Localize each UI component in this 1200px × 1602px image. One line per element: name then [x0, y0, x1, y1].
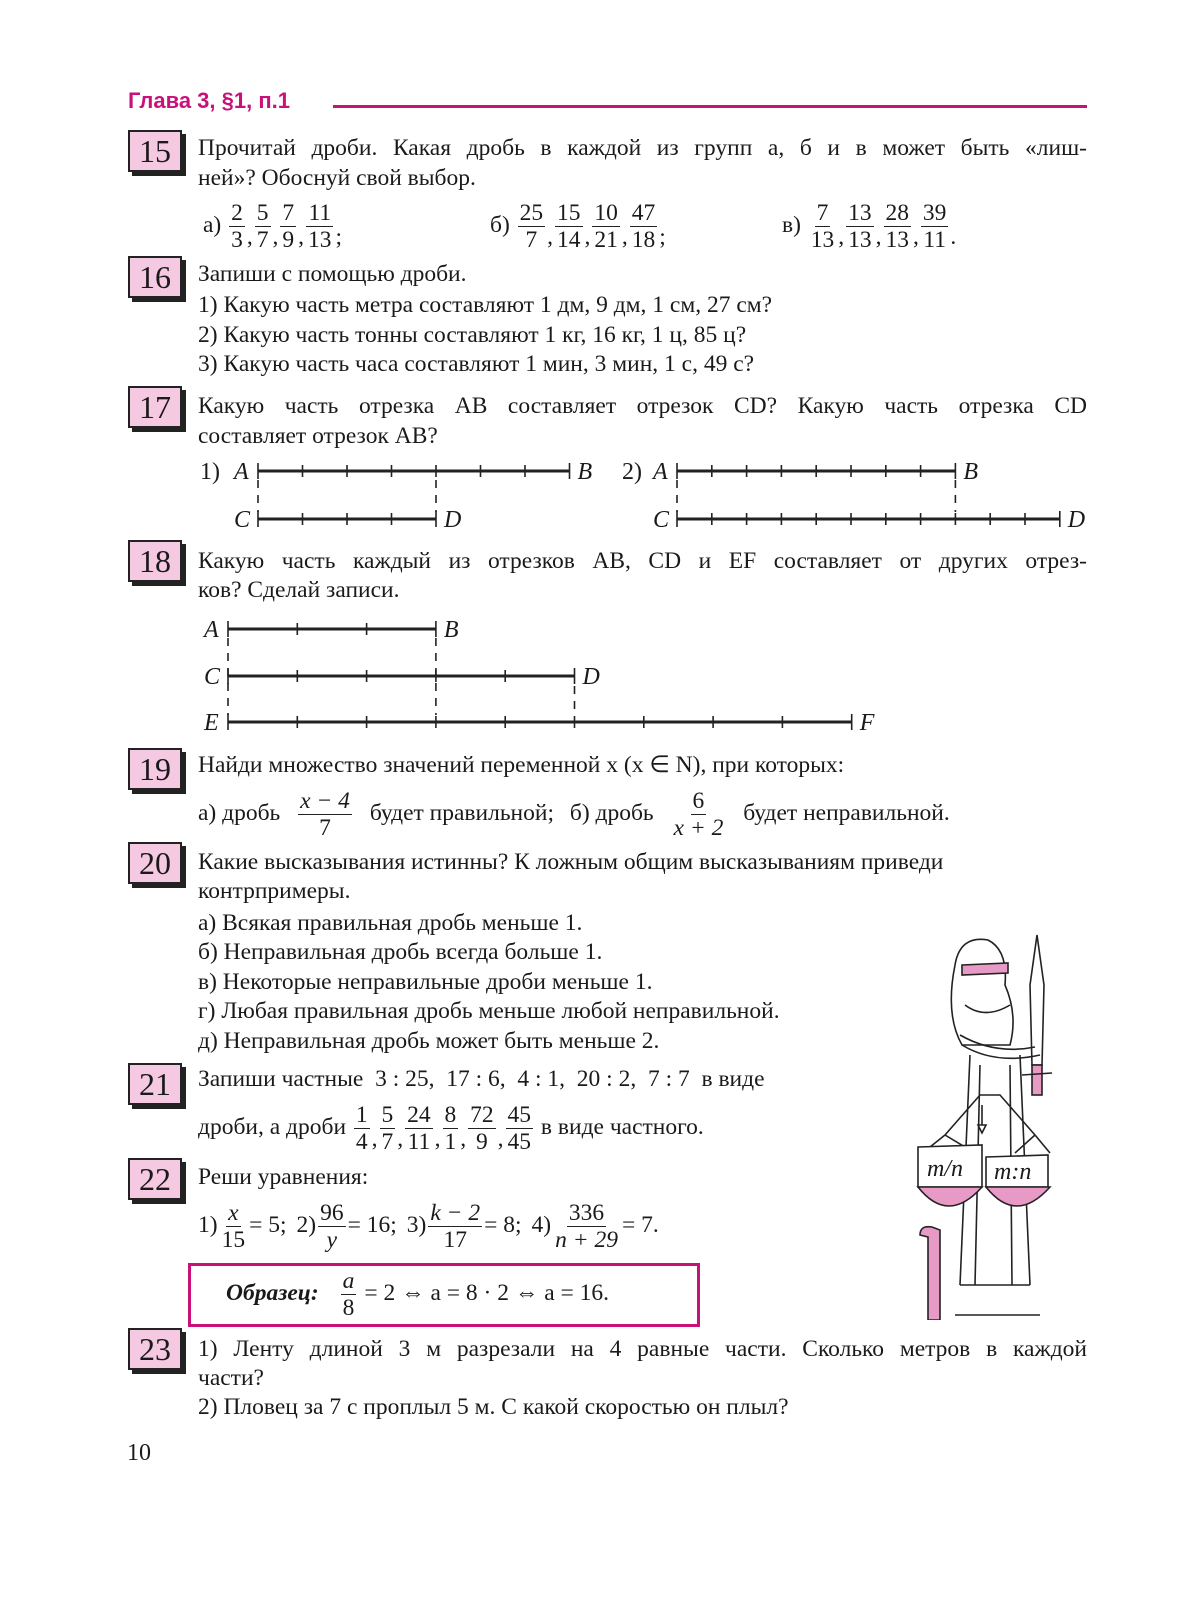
group-label: в): [782, 211, 807, 238]
segment-point-label: B: [443, 617, 459, 643]
exercise-text: Какую часть отрезка AB составляет отрезок CD? Какую часть отрезка CD: [198, 393, 1087, 419]
segment-point-label: D: [1067, 507, 1086, 533]
part-b-prefix: б) дробь: [569, 799, 654, 826]
segment-point-label: D: [582, 664, 600, 690]
fraction: [672, 788, 726, 841]
denominator: 3: [231, 227, 243, 253]
numerator: 5: [381, 1102, 394, 1128]
denominator: 1: [444, 1129, 457, 1155]
group-label: б): [490, 211, 516, 238]
exercise-text: 1) Какую часть метра составляют 1 дм, 9 дм, 1 см, 27 см?: [198, 292, 773, 318]
equation-rhs: = 8;: [484, 1211, 522, 1238]
denominator: 9: [282, 227, 295, 253]
equation-label: 2): [296, 1211, 317, 1238]
exercise-number: 19: [128, 748, 182, 790]
segment-point-label: A: [653, 459, 668, 485]
denominator: y: [326, 1227, 338, 1253]
exercise-text: составляет отрезок AB?: [198, 423, 438, 449]
fraction: [405, 1102, 433, 1155]
denominator: 18: [631, 227, 656, 253]
fraction-list: [352, 1102, 535, 1155]
denominator: 9: [476, 1129, 488, 1155]
separator: ,: [547, 223, 554, 250]
numerator: 24: [407, 1102, 431, 1128]
fraction: [428, 1200, 482, 1253]
denominator: 8: [342, 1295, 355, 1321]
exercise-text: Какую часть каждый из отрезков AB, CD и EF составляет от других отрез-: [198, 548, 1087, 574]
denominator: 13: [885, 227, 910, 253]
numerator: x: [228, 1200, 239, 1226]
diagram-label: 2): [622, 459, 642, 485]
exercise-number: 16: [128, 256, 182, 298]
denominator: x + 2: [673, 815, 724, 841]
right-scale-pan: [986, 1187, 1050, 1206]
fraction: [220, 1200, 248, 1253]
segment-point-label: A: [234, 459, 249, 485]
exercise-text-line2: [198, 1102, 704, 1155]
separator: .: [950, 223, 957, 250]
denominator: 45: [507, 1129, 532, 1155]
group-label: а): [203, 211, 228, 238]
separator: ,: [434, 1125, 441, 1152]
fraction: [298, 788, 352, 841]
numerator: 6: [692, 788, 705, 814]
fraction: [468, 1102, 496, 1155]
exercise-number: 18: [128, 540, 182, 582]
separator: ;: [335, 223, 343, 250]
fraction: [553, 1200, 620, 1253]
segment-point-label: B: [577, 459, 593, 485]
denominator: 11: [407, 1129, 431, 1155]
numerator: 2: [231, 200, 243, 226]
exercise-text: контрпримеры.: [198, 878, 351, 904]
numerator: 25: [519, 200, 544, 226]
denominator: 17: [443, 1227, 467, 1253]
exercise-number: 15: [128, 130, 182, 172]
numerator: 72: [470, 1102, 494, 1128]
equation-label: 1): [198, 1211, 218, 1238]
separator: ;: [659, 223, 666, 250]
part-b-suffix: будет неправильной.: [743, 799, 950, 826]
segment-point-label: C: [204, 664, 221, 690]
left-pan-label: m/n: [927, 1156, 963, 1182]
exercise-text: 2) Пловец за 7 с проплыл 5 м. С какой скоростью он плыл?: [198, 1394, 789, 1420]
numerator: 1: [355, 1102, 368, 1128]
statement-b: б) Неправильная дробь всегда больше 1.: [198, 939, 603, 965]
separator: ,: [913, 223, 919, 250]
equation-label: 3): [406, 1211, 427, 1238]
segment-point-label: D: [444, 507, 462, 533]
segment-point-label: C: [234, 507, 251, 533]
equation: [198, 1200, 287, 1253]
separator: ,: [298, 223, 305, 250]
denominator: n + 29: [555, 1227, 618, 1253]
numerator: a: [342, 1268, 355, 1294]
separator: ,: [371, 1125, 378, 1152]
separator: ,: [875, 223, 882, 250]
separator: ,: [397, 1125, 404, 1152]
numerator: x − 4: [300, 788, 350, 814]
numerator: 10: [594, 200, 618, 226]
equation: [531, 1200, 659, 1253]
denominator: 21: [594, 227, 618, 253]
segment-point-label: A: [204, 617, 219, 643]
denominator: 7: [381, 1129, 394, 1155]
denominator: 7: [256, 227, 269, 253]
exercise-text: 1) Ленту длиной 3 м разрезали на 4 равные части. Сколько метров в каждой: [198, 1336, 1087, 1362]
chapter-heading: Глава 3, §1, п.1: [128, 88, 290, 113]
equation-rhs: = 5;: [249, 1211, 287, 1238]
fraction: [506, 1102, 534, 1155]
numerator: 13: [848, 200, 872, 226]
fraction: [354, 1102, 370, 1155]
column: [920, 1227, 940, 1320]
denominator: 15: [221, 1227, 246, 1253]
numerator: 96: [320, 1200, 344, 1226]
numerator: 7: [282, 200, 295, 226]
numerator: k − 2: [430, 1200, 481, 1226]
separator: ,: [460, 1125, 467, 1152]
exercise-text: ков? Сделай записи.: [198, 577, 400, 603]
exercise-number: 21: [128, 1063, 182, 1105]
fraction: [443, 1102, 459, 1155]
exercise-number: 20: [128, 842, 182, 884]
numerator: 45: [507, 1102, 532, 1128]
numerator: 39: [922, 200, 947, 226]
part-a-prefix: а) дробь: [198, 799, 281, 826]
numerator: 15: [557, 200, 581, 226]
exercise-number: 22: [128, 1158, 182, 1200]
statement-d: г) Любая правильная дробь меньше любой неправильной.: [198, 998, 780, 1024]
separator: ,: [838, 223, 845, 250]
exercise-text: ней»? Обоснуй свой выбор.: [198, 165, 476, 191]
equation-rhs: = 16;: [347, 1211, 397, 1238]
equation: [406, 1200, 522, 1253]
exercise-text: Реши уравнения:: [198, 1164, 369, 1190]
exercise-parts: [198, 788, 950, 841]
exercise-text: части?: [198, 1365, 264, 1391]
diagram-label: 1): [200, 459, 220, 485]
segment-diagrams: [0, 0, 1200, 760]
fraction: [380, 1102, 396, 1155]
denominator: 13: [308, 227, 332, 253]
denominator: 4: [355, 1129, 368, 1155]
segment-point-label: F: [859, 710, 875, 736]
blindfold: [962, 963, 1008, 975]
page-number: 10: [127, 1440, 151, 1466]
sample-solution: [226, 1268, 609, 1321]
segment-point-label: C: [653, 507, 670, 533]
right-pan-label: m:n: [994, 1159, 1032, 1185]
denominator: 11: [923, 227, 946, 253]
denominator: 7: [525, 227, 538, 253]
equation-rhs: = 7.: [621, 1211, 659, 1238]
exercise-text: Прочитай дроби. Какая дробь в каждой из групп а, б и в может быть «лиш-: [198, 135, 1087, 161]
exercise-text: Какие высказывания истинны? К ложным общим высказываниям приведи: [198, 849, 944, 875]
separator: ,: [621, 223, 628, 250]
denominator: 14: [557, 227, 581, 253]
sample-box: [188, 1263, 700, 1327]
text-suffix: в виде частного.: [540, 1113, 704, 1140]
numerator: 28: [885, 200, 910, 226]
statement-e: д) Неправильная дробь может быть меньше 2.: [198, 1028, 660, 1054]
fraction: [341, 1268, 357, 1321]
part-a-suffix: будет правильной;: [369, 799, 554, 826]
denominator: 13: [810, 227, 835, 253]
separator: ,: [246, 223, 253, 250]
separator: ,: [584, 223, 591, 250]
text-prefix: дроби, а дроби: [198, 1113, 347, 1140]
separator: ,: [272, 223, 279, 250]
statement-a: а) Всякая правильная дробь меньше 1.: [198, 910, 583, 936]
themis-illustration: [900, 925, 1080, 1320]
exercise-text: 2) Какую часть тонны составляют 1 кг, 16 кг, 1 ц, 85 ц?: [198, 322, 747, 348]
exercise-text: Запиши частные 3 : 25, 17 : 6, 4 : 1, 20 : 2, 7 : 7 в виде: [198, 1066, 765, 1092]
numerator: 7: [816, 200, 829, 226]
exercise-text: Найди множество значений переменной x (x ∈ N), при которых:: [198, 752, 845, 778]
equation-label: 4): [531, 1211, 552, 1238]
exercise-text: Запиши с помощью дроби.: [198, 261, 467, 287]
numerator: 5: [256, 200, 269, 226]
denominator: 7: [319, 815, 331, 841]
exercise-number: 23: [128, 1328, 182, 1370]
fraction: [318, 1200, 346, 1253]
numerator: 47: [631, 200, 656, 226]
numerator: 8: [444, 1102, 457, 1128]
equation-list: [198, 1200, 669, 1253]
exercise-number: 17: [128, 386, 182, 428]
segment-point-label: B: [963, 459, 979, 485]
left-scale-pan: [918, 1187, 982, 1206]
segment-point-label: E: [204, 710, 219, 736]
equation: [296, 1200, 397, 1253]
sword-icon: [1030, 935, 1044, 1065]
sample-label: Образец:: [226, 1279, 319, 1306]
sample-rest: = 2 ⇔ a = 8 · 2 ⇔ a = 16.: [364, 1279, 610, 1306]
separator: ,: [497, 1125, 504, 1152]
numerator: 11: [308, 200, 332, 226]
statement-c: в) Некоторые неправильные дроби меньше 1.: [198, 969, 653, 995]
denominator: 13: [848, 227, 872, 253]
numerator: 336: [568, 1200, 605, 1226]
exercise-text: 3) Какую часть часа составляют 1 мин, 3 мин, 1 с, 49 с?: [198, 351, 755, 377]
